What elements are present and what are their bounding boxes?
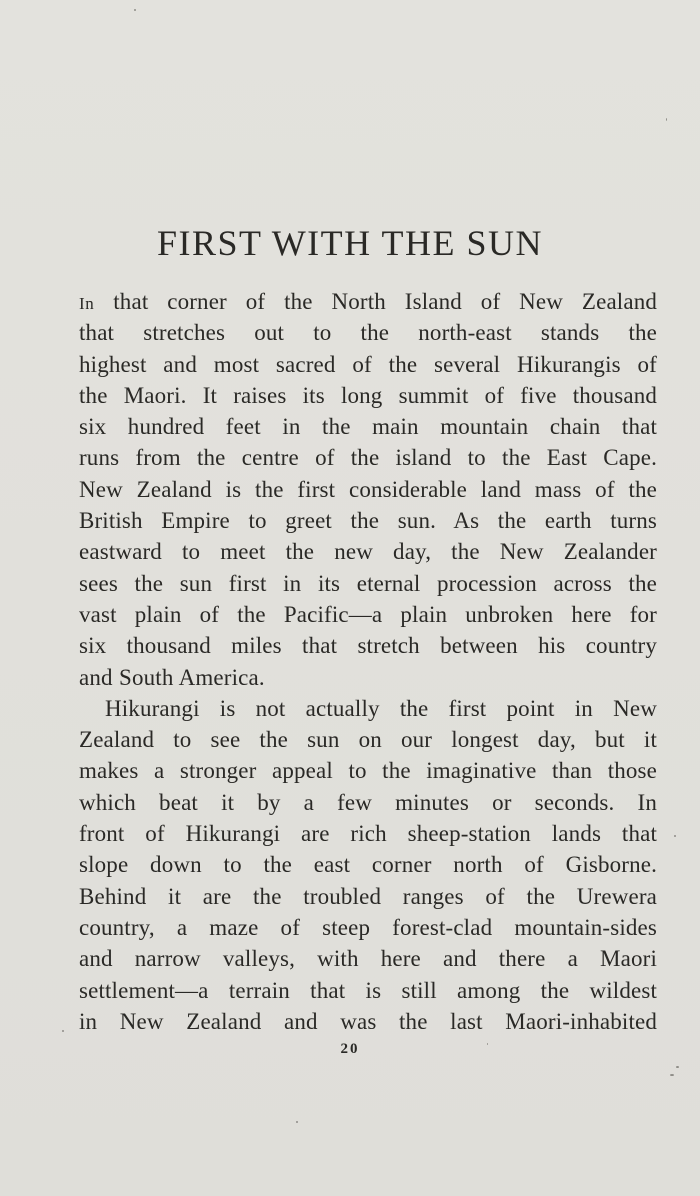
text-line-20: Behind it are the troubled ranges of the Urewera — [79, 883, 657, 909]
text-line-13: and South America. — [79, 664, 265, 690]
text-line-22: and narrow valleys, with here and there a Maori — [79, 946, 657, 972]
text-line-14: Hikurangi is not actually the first point in New — [105, 695, 657, 721]
text-line-2: that stretches out to the north-east stands the — [79, 320, 657, 346]
text-line-23: settlement—a terrain that is still among the wildest — [79, 977, 657, 1003]
paper-speck — [134, 9, 136, 11]
page-number: 20 — [340, 1041, 360, 1057]
text-line-19: slope down to the east corner north of Gisborne. — [79, 852, 657, 878]
text-line-24: in New Zealand and was the last Maori-inhabited — [79, 1008, 657, 1034]
paper-speck — [676, 1066, 679, 1068]
text-line-17: which beat it by a few minutes or seconds. In — [79, 789, 657, 815]
text-line-21: country, a maze of steep forest-clad mountain-sides — [79, 914, 657, 940]
paper-speck — [62, 1030, 64, 1032]
text-line-5: six hundred feet in the main mountain chain that — [79, 414, 657, 440]
body-text — [79, 286, 657, 1037]
paper-speck — [674, 835, 676, 837]
text-line-4: the Maori. It raises its long summit of five thousand — [79, 382, 657, 408]
text-line-11: vast plain of the Pacific—a plain unbroken here for — [79, 601, 657, 627]
text-line-15: Zealand to see the sun on our longest day, but it — [79, 727, 657, 753]
text-line-8: British Empire to greet the sun. As the earth turns — [79, 508, 657, 534]
text-line-3: highest and most sacred of the several Hikurangis of — [79, 351, 657, 377]
text-line-6: runs from the centre of the island to the East Cape. — [79, 445, 657, 471]
text-line-10: sees the sun first in its eternal procession across the — [79, 570, 657, 596]
text-line-7: New Zealand is the first considerable land mass of the — [79, 476, 657, 502]
text-line-18: front of Hikurangi are rich sheep-station lands that — [79, 821, 657, 847]
drop-cap-word: In — [79, 294, 95, 313]
paper-speck — [670, 1074, 674, 1076]
chapter-title: FIRST WITH THE SUN — [156, 223, 544, 263]
paper-speck — [666, 118, 667, 121]
paper-speck — [487, 1043, 488, 1045]
text-line-16: makes a stronger appeal to the imaginative than those — [79, 758, 657, 784]
paper-speck — [296, 1121, 298, 1123]
text-line-12: six thousand miles that stretch between his country — [79, 633, 657, 659]
text-line-1: In that corner of the North Island of New Zealand — [79, 289, 658, 314]
text-line-9: eastward to meet the new day, the New Zealander — [79, 539, 657, 565]
